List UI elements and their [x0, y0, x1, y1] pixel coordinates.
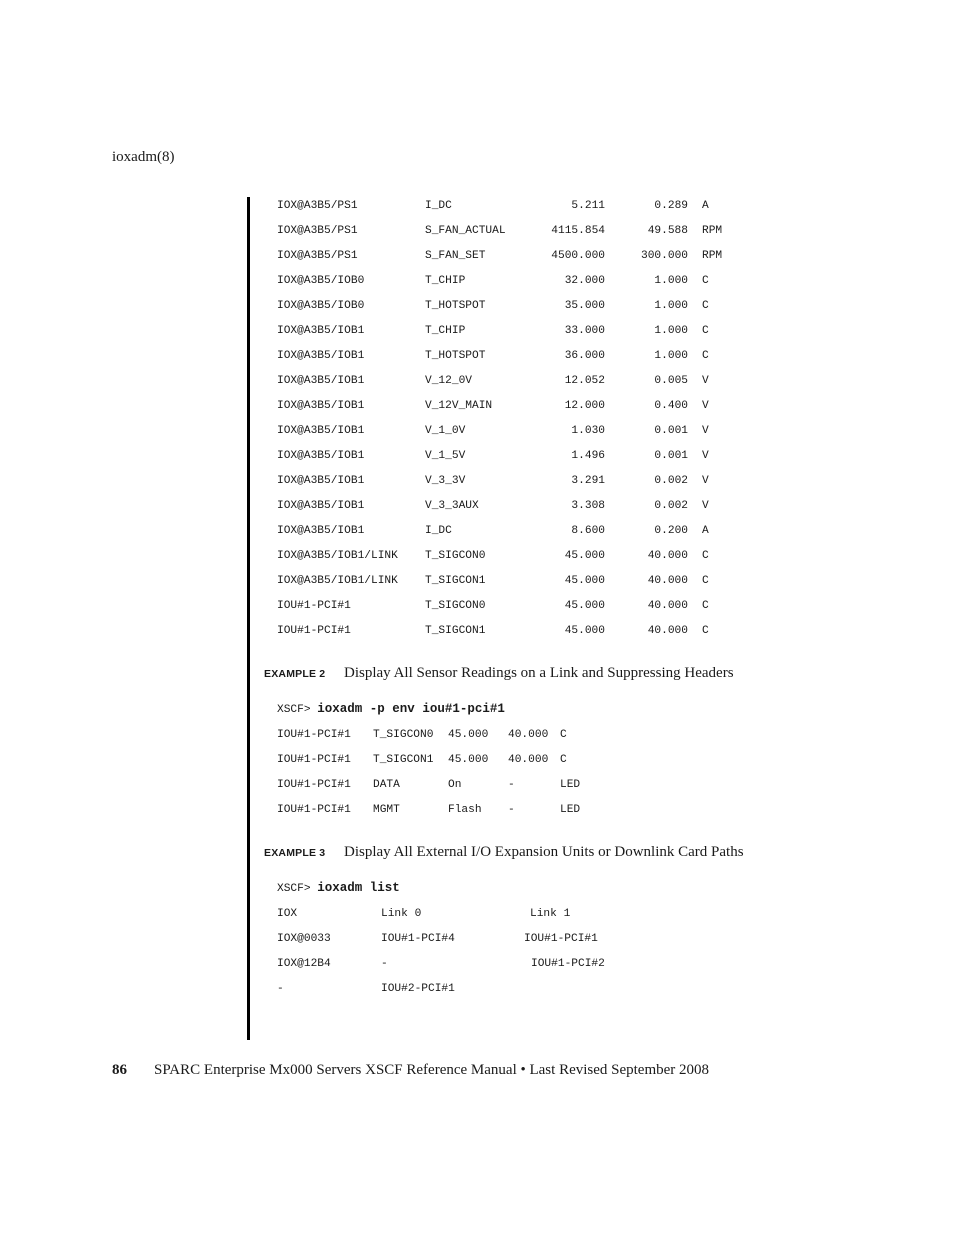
table-cell: IOX@A3B5/IOB1/LINK	[277, 550, 398, 562]
table-cell: 0.400	[654, 400, 688, 412]
table-cell: IOX@A3B5/IOB0	[277, 300, 365, 312]
example-2-command: ioxadm -p env iou#1-pci#1	[317, 702, 505, 716]
table-cell: 1.000	[654, 350, 688, 362]
change-bar-rule	[247, 197, 250, 1040]
table-cell: IOU#1-PCI#2	[531, 958, 605, 970]
table-cell: I_DC	[425, 200, 452, 212]
table-cell: V	[702, 475, 709, 487]
table-cell: C	[702, 550, 709, 562]
table-cell: IOU#1-PCI#1	[277, 600, 351, 612]
table-cell: IOX@A3B5/PS1	[277, 200, 358, 212]
table-cell: 8.600	[571, 525, 605, 537]
table-cell: V	[702, 425, 709, 437]
table-cell: C	[702, 275, 709, 287]
example-3-command-line	[277, 881, 400, 895]
table-cell: Link 1	[530, 908, 571, 920]
table-cell: IOX@A3B5/IOB1	[277, 375, 365, 387]
table-cell: -	[508, 804, 515, 816]
table-cell: 300.000	[641, 250, 688, 262]
table-cell: T_SIGCON1	[373, 754, 434, 766]
table-cell: IOX@A3B5/IOB1	[277, 525, 365, 537]
table-cell: C	[702, 300, 709, 312]
example-3-heading	[264, 844, 744, 861]
table-cell: 4500.000	[551, 250, 605, 262]
table-cell: 40.000	[508, 729, 549, 741]
table-cell: V_1_0V	[425, 425, 466, 437]
table-cell: RPM	[702, 250, 723, 262]
table-cell: V_12V_MAIN	[425, 400, 493, 412]
table-cell: 0.002	[654, 475, 688, 487]
table-cell: V	[702, 450, 709, 462]
table-cell: 1.030	[571, 425, 605, 437]
footer-text: SPARC Enterprise Mx000 Servers XSCF Reference Manual • Last Revised September 2008	[154, 1062, 710, 1078]
table-cell: C	[702, 325, 709, 337]
table-cell: 0.005	[654, 375, 688, 387]
table-cell: -	[277, 983, 284, 995]
table-cell: 49.588	[647, 225, 688, 237]
table-cell: V_12_0V	[425, 375, 472, 387]
table-cell: IOU#1-PCI#1	[277, 729, 351, 741]
table-cell: T_SIGCON1	[425, 575, 486, 587]
table-cell: IOU#1-PCI#1	[277, 754, 351, 766]
example-2-label: EXAMPLE 2	[264, 668, 326, 680]
page-footer	[112, 1062, 709, 1079]
table-cell: IOX@A3B5/IOB1	[277, 325, 365, 337]
table-cell: 0.001	[654, 450, 688, 462]
table-cell: IOU#1-PCI#1	[277, 779, 351, 791]
table-cell: IOU#1-PCI#1	[277, 625, 351, 637]
example-3-command: ioxadm list	[317, 881, 400, 895]
table-cell: IOX@0033	[277, 933, 331, 945]
table-cell: IOX@A3B5/IOB1	[277, 350, 365, 362]
page-number: 86	[112, 1062, 127, 1078]
example-2-heading	[264, 665, 734, 682]
table-cell: 0.001	[654, 425, 688, 437]
table-cell: T_SIGCON0	[425, 550, 486, 562]
table-cell: V_3_3AUX	[425, 500, 479, 512]
table-cell: S_FAN_ACTUAL	[425, 225, 506, 237]
table-cell: T_HOTSPOT	[425, 350, 486, 362]
table-cell: C	[702, 575, 709, 587]
table-cell: IOX@A3B5/IOB1	[277, 475, 365, 487]
table-cell: IOX	[277, 908, 298, 920]
table-cell: I_DC	[425, 525, 452, 537]
table-cell: 40.000	[647, 575, 688, 587]
table-cell: Link 0	[381, 908, 422, 920]
table-cell: 45.000	[564, 625, 605, 637]
table-cell: DATA	[373, 779, 400, 791]
table-cell: 1.496	[571, 450, 605, 462]
table-cell: T_SIGCON1	[425, 625, 486, 637]
table-cell: 12.000	[564, 400, 605, 412]
table-cell: IOU#2-PCI#1	[381, 983, 455, 995]
table-cell: C	[702, 600, 709, 612]
table-cell: IOX@A3B5/IOB1/LINK	[277, 575, 398, 587]
table-cell: 1.000	[654, 300, 688, 312]
table-cell: V_1_5V	[425, 450, 466, 462]
table-cell: IOX@A3B5/IOB1	[277, 500, 365, 512]
table-cell: V	[702, 375, 709, 387]
table-cell: A	[702, 525, 709, 537]
table-cell: 3.308	[571, 500, 605, 512]
table-cell: -	[508, 779, 515, 791]
table-cell: 45.000	[448, 754, 489, 766]
table-cell: 0.289	[654, 200, 688, 212]
table-cell: C	[702, 350, 709, 362]
running-head: ioxadm(8)	[112, 149, 175, 165]
example-2-command-line	[277, 702, 505, 716]
table-cell: MGMT	[373, 804, 400, 816]
example-2-prompt: XSCF>	[277, 704, 311, 716]
table-cell: 45.000	[564, 550, 605, 562]
table-cell: 40.000	[647, 600, 688, 612]
table-cell: IOU#1-PCI#4	[381, 933, 455, 945]
table-cell: IOU#1-PCI#1	[277, 804, 351, 816]
table-cell: S_FAN_SET	[425, 250, 486, 262]
table-cell: IOX@A3B5/IOB0	[277, 275, 365, 287]
table-cell: IOX@A3B5/PS1	[277, 225, 358, 237]
table-cell: 45.000	[564, 600, 605, 612]
table-cell: C	[560, 729, 567, 741]
table-cell: LED	[560, 804, 581, 816]
table-cell: V	[702, 400, 709, 412]
table-cell: IOX@A3B5/IOB1	[277, 425, 365, 437]
table-cell: IOX@A3B5/IOB1	[277, 400, 365, 412]
table-cell: IOX@A3B5/PS1	[277, 250, 358, 262]
example-3-prompt: XSCF>	[277, 883, 311, 895]
table-cell: IOX@12B4	[277, 958, 331, 970]
table-cell: T_HOTSPOT	[425, 300, 486, 312]
table-cell: 5.211	[571, 200, 605, 212]
table-cell: 45.000	[448, 729, 489, 741]
table-cell: 40.000	[508, 754, 549, 766]
table-cell: 1.000	[654, 325, 688, 337]
example-2-title: Display All Sensor Readings on a Link and Suppressing Headers	[344, 665, 734, 681]
table-cell: C	[702, 625, 709, 637]
table-cell: T_SIGCON0	[425, 600, 486, 612]
table-cell: 3.291	[571, 475, 605, 487]
table-cell: 36.000	[564, 350, 605, 362]
table-cell: 0.002	[654, 500, 688, 512]
table-cell: A	[702, 200, 709, 212]
table-cell: 32.000	[564, 275, 605, 287]
table-cell: 4115.854	[551, 225, 605, 237]
table-cell: 0.200	[654, 525, 688, 537]
table-cell: 33.000	[564, 325, 605, 337]
table-cell: -	[381, 958, 388, 970]
example-3-label: EXAMPLE 3	[264, 847, 326, 859]
table-cell: T_SIGCON0	[373, 729, 434, 741]
example-3-title: Display All External I/O Expansion Units or Downlink Card Paths	[344, 844, 744, 860]
table-cell: IOX@A3B5/IOB1	[277, 450, 365, 462]
table-cell: LED	[560, 779, 581, 791]
table-cell: T_CHIP	[425, 275, 466, 287]
table-cell: V_3_3V	[425, 475, 466, 487]
table-cell: T_CHIP	[425, 325, 466, 337]
table-cell: 40.000	[647, 550, 688, 562]
table-cell: RPM	[702, 225, 723, 237]
table-cell: IOU#1-PCI#1	[524, 933, 598, 945]
table-cell: On	[448, 779, 462, 791]
table-cell: 1.000	[654, 275, 688, 287]
table-cell: 45.000	[564, 575, 605, 587]
table-cell: V	[702, 500, 709, 512]
table-cell: C	[560, 754, 567, 766]
table-cell: 35.000	[564, 300, 605, 312]
table-cell: Flash	[448, 804, 482, 816]
table-cell: 12.052	[564, 375, 605, 387]
table-cell: 40.000	[647, 625, 688, 637]
